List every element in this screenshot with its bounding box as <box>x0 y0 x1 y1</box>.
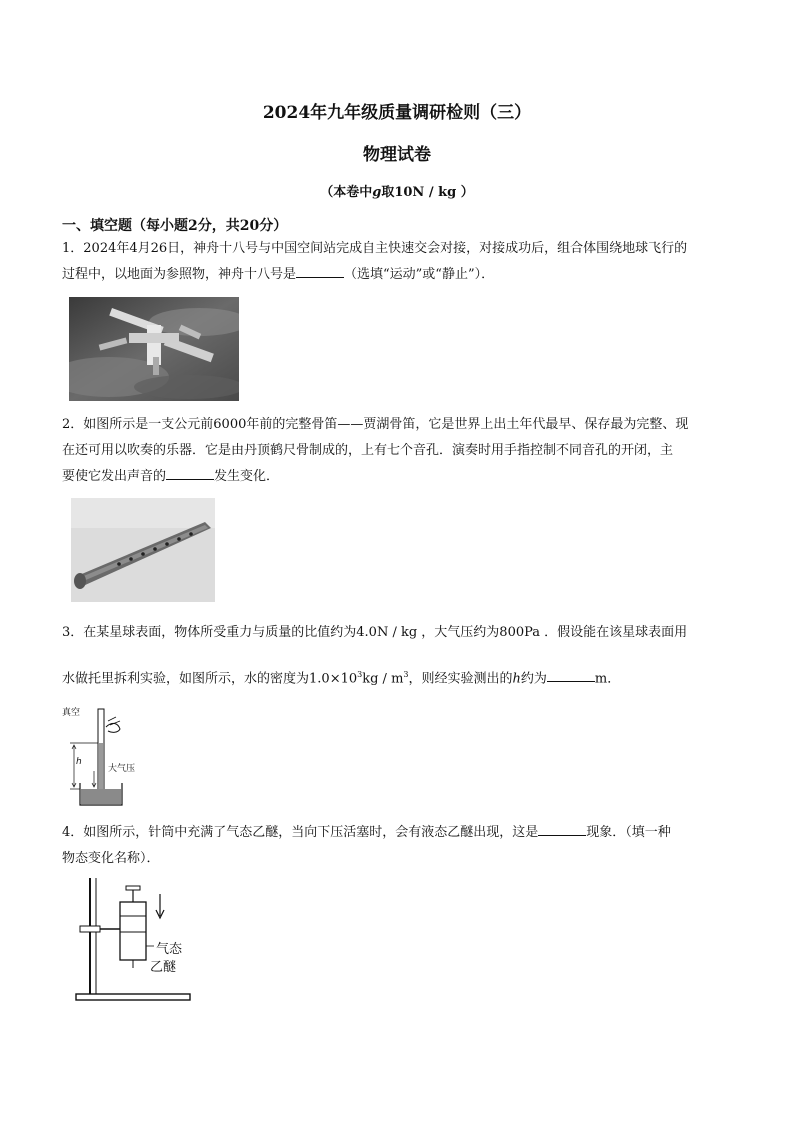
syringe-figure <box>74 876 196 1004</box>
q2-line3-post: 发生变化． <box>214 469 280 484</box>
density-exp: 3 <box>357 670 363 679</box>
q1-line1: 1．2024年4月26日，神舟十八号与中国空间站完成自主快速交会对接，对接成功后，组合体围绕地球飞行的 <box>62 241 688 256</box>
q1-line2-post: （选填“运动”或“静止”）． <box>344 267 495 282</box>
q3-line2-pre: 水做托里拆利实验，如图所示，水的密度为 <box>62 671 310 687</box>
question-3-line2 <box>62 662 742 692</box>
q1-line2 <box>62 262 742 288</box>
label-atmospheric-pressure: 大气压 <box>108 764 136 774</box>
label-h: h <box>76 757 82 767</box>
q3-answer-blank[interactable] <box>547 667 595 682</box>
q3-line2-post: m． <box>594 671 621 687</box>
density-unit-exp: 3 <box>403 670 409 679</box>
q2-line3 <box>62 464 742 490</box>
question-2 <box>62 412 742 490</box>
q4-answer-blank[interactable] <box>538 821 586 836</box>
q3-line2-mid2: 约为 <box>520 671 547 687</box>
bone-flute-image <box>71 498 215 602</box>
q3-line1: 3．在某星球表面，物体所受重力与质量的比值约为4.0N / kg ，大气压约为800Pa ．假设能在该星球表面用 <box>62 625 688 640</box>
q2-line1: 2．如图所示是一支公元前6000年前的完整骨笛——贾湖骨笛，它是世界上出土年代最早、保存最为完整、现 <box>62 417 689 432</box>
question-1 <box>62 236 742 288</box>
label-ether: 乙醚 <box>150 960 177 975</box>
note-rest: 取10N / kg ） <box>381 185 474 200</box>
q1-answer-blank[interactable] <box>296 263 344 278</box>
note-g: g <box>372 185 382 200</box>
label-vacuum: 真空 <box>62 708 81 718</box>
label-gaseous: 气态 <box>156 942 183 957</box>
q4-line1 <box>62 820 742 846</box>
space-station-photo <box>69 297 239 401</box>
exam-title: 2024年九年级质量调研检则（三） <box>262 103 532 123</box>
bone-flute-photo <box>71 498 215 602</box>
torricelli-diagram <box>62 703 142 809</box>
q4-line2: 物态变化名称）． <box>62 851 160 866</box>
q2-line3-pre: 要使它发出声音的 <box>62 469 167 484</box>
question-3 <box>62 620 742 646</box>
q3-line2-mid: ，则经实验测出的 <box>408 671 513 687</box>
torricelli-figure <box>62 703 142 809</box>
q1-line2-pre: 过程中，以地面为参照物，神舟十八号是 <box>62 267 297 282</box>
exam-subject: 物理试卷 <box>363 145 431 165</box>
density-base: 1.0×10 <box>309 671 358 687</box>
space-station-image <box>69 297 239 401</box>
q4-line1-pre: 4．如图所示，针筒中充满了气态乙醚，当向下压活塞时，会有液态乙醚出现，这是 <box>62 825 539 840</box>
q4-line1-post: 现象．（填一种 <box>586 825 671 840</box>
density-unit: kg / m <box>362 671 404 687</box>
q2-answer-blank[interactable] <box>166 465 214 480</box>
question-4 <box>62 820 742 872</box>
section-title: 一、填空题（每小题2分，共20分） <box>62 218 288 234</box>
note-open: （本卷中 <box>320 185 373 200</box>
q2-line2: 在还可用以吹奏的乐器．它是由丹顶鹤尺骨制成的，上有七个音孔．演奏时用手指控制不同音孔的开闭，主 <box>62 443 674 458</box>
h-symbol: h <box>512 671 521 687</box>
exam-note <box>0 181 794 200</box>
